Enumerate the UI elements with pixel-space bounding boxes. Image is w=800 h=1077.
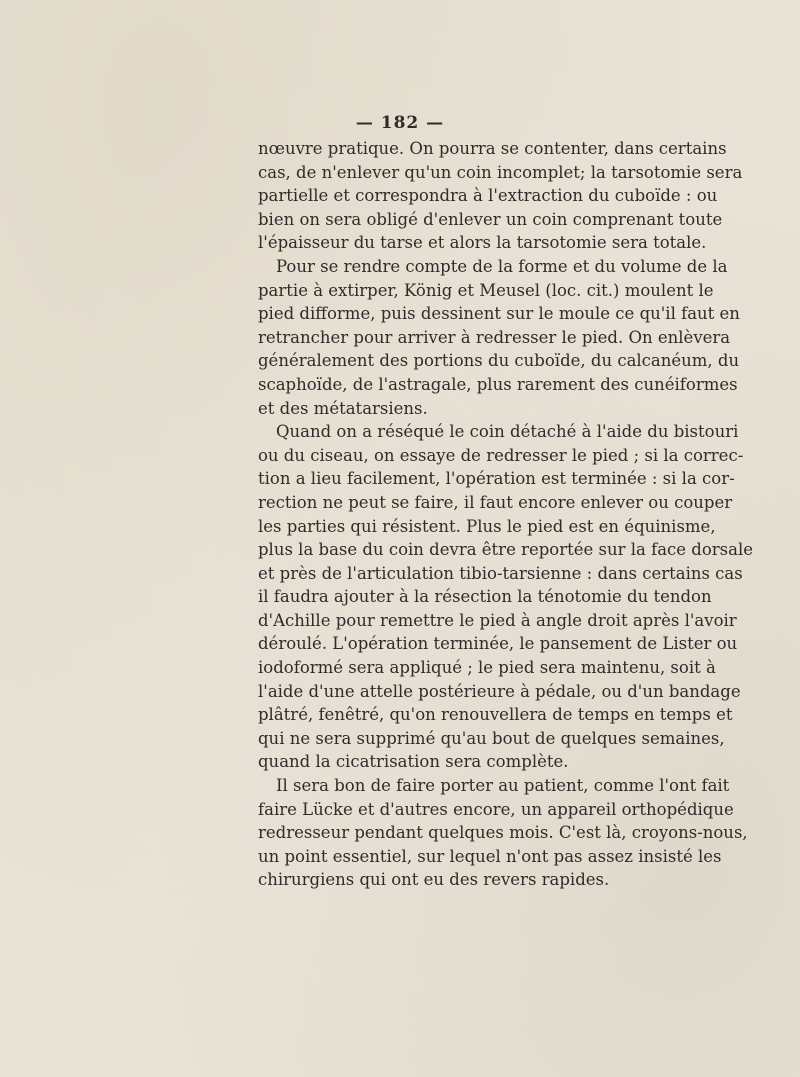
text-line: pied difforme, puis dessinent sur le moule ce qu'il faut en xyxy=(258,304,740,324)
page-number: — 182 — xyxy=(355,113,445,133)
text-line: plâtré, fenêtré, qu'on renouvellera de temps en temps et xyxy=(258,705,733,725)
text-line: quand la cicatrisation sera complète. xyxy=(258,752,569,772)
text-line: retrancher pour arriver à redresser le pied. On enlèvera xyxy=(258,327,731,347)
text-line: bien on sera obligé d'enlever un coin comprenant toute xyxy=(258,209,723,229)
text-line: Pour se rendre compte de la forme et du volume de la xyxy=(276,256,728,276)
text-line: scaphoïde, de l'astragale, plus rarement des cunéiformes xyxy=(258,374,738,394)
text-line: Quand on a réséqué le coin détaché à l'aide du bistouri xyxy=(276,422,739,442)
text-line: plus la base du coin devra être reportée sur la face dorsale xyxy=(258,540,754,560)
text-line: il faudra ajouter à la résection la ténotomie du tendon xyxy=(258,587,712,607)
text-line: qui ne sera supprimé qu'au bout de quelques semaines, xyxy=(258,728,725,748)
text-line: et des métatarsiens. xyxy=(258,398,428,418)
text-line: cas, de n'enlever qu'un coin incomplet; la tarsotomie sera xyxy=(258,162,743,182)
text-line: et près de l'articulation tibio-tarsienne : dans certains cas xyxy=(258,563,743,583)
text-line: un point essentiel, sur lequel n'ont pas assez insisté les xyxy=(258,846,722,866)
text-line: l'épaisseur du tarse et alors la tarsotomie sera totale. xyxy=(258,233,707,253)
text-line: nœuvre pratique. On pourra se contenter, dans certains xyxy=(258,139,727,158)
text-line: rection ne peut se faire, il faut encore enlever ou couper xyxy=(258,492,733,512)
text-line: ou du ciseau, on essaye de redresser le pied ; si la correc- xyxy=(258,445,744,465)
text-line: déroulé. L'opération terminée, le pansement de Lister ou xyxy=(258,634,738,654)
text-line: chirurgiens qui ont eu des revers rapides. xyxy=(258,870,610,890)
text-line: partie à extirper, König et Meusel (loc. cit.) moulent le xyxy=(258,280,714,300)
text-line: redresseur pendant quelques mois. C'est là, croyons-nous, xyxy=(258,823,748,843)
text-line: partielle et correspondra à l'extraction du cuboïde : ou xyxy=(258,186,718,206)
text-line: les parties qui résistent. Plus le pied est en équinisme, xyxy=(258,516,716,536)
text-line: généralement des portions du cuboïde, du calcanéum, du xyxy=(258,351,740,371)
text-line: l'aide d'une attelle postérieure à pédale, ou d'un bandage xyxy=(258,681,741,701)
text-line: iodoformé sera appliqué ; le pied sera maintenu, soit à xyxy=(258,658,716,678)
text-line: tion a lieu facilement, l'opération est terminée : si la cor- xyxy=(258,469,735,489)
body-text xyxy=(258,137,754,892)
text-line: d'Achille pour remettre le pied à angle droit après l'avoir xyxy=(258,610,737,630)
text-line: Il sera bon de faire porter au patient, comme l'ont fait xyxy=(276,776,730,796)
text-line: faire Lücke et d'autres encore, un appareil orthopédique xyxy=(258,799,734,819)
